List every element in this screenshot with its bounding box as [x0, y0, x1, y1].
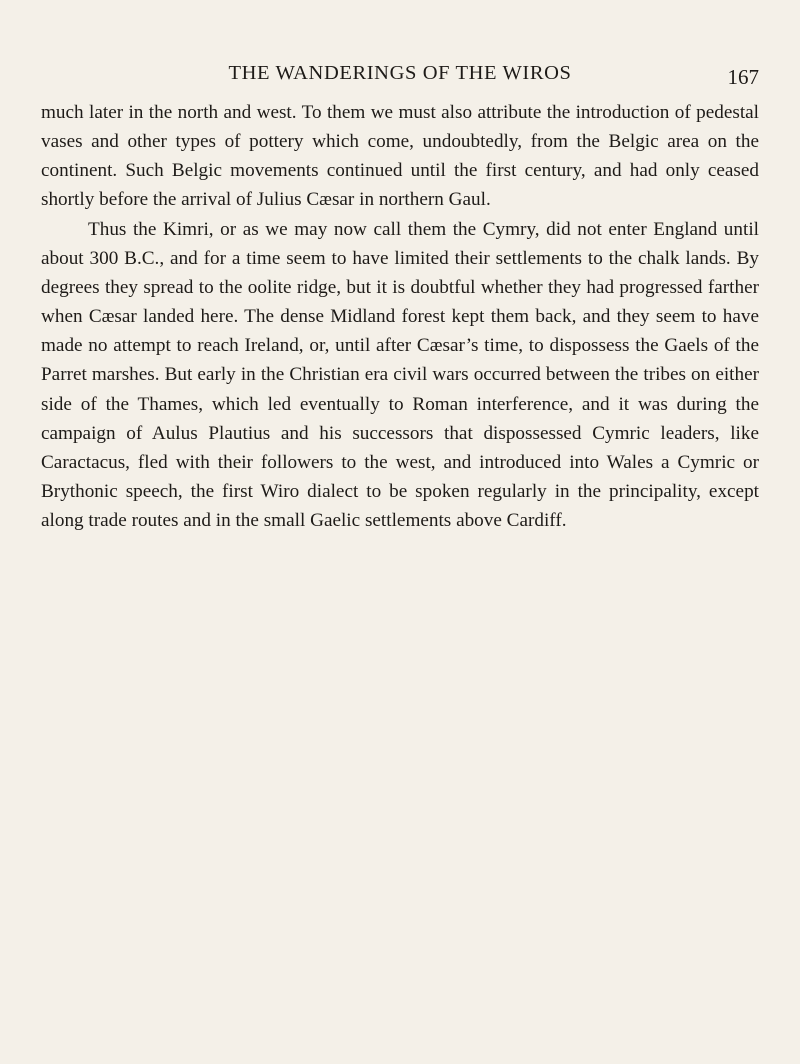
page-number: 167: [727, 65, 759, 89]
body-text: [41, 98, 759, 535]
running-head: [41, 62, 759, 92]
paragraph-continuation: much later in the north and west. To them we must also attribute the introduction of pedestal vases and other types of pottery which come, undoubtedly, from the Belgic area on the continent. Such Belgic movements continued until the first century, and had only ceased shortly before the arrival of Julius Cæsar in northern Gaul.: [41, 102, 759, 211]
paragraph-kimri-cymry: Thus the Kimri, or as we may now call them the Cymry, did not enter England until about 300 B.C., and for a time seem to have limited their settlements to the chalk lands. By degrees they spread to the oolite ridge, but it is doubtful whether they had progressed farther when Cæsar landed here. The dense Midland forest kept them back, and they seem to have made no attempt to reach Ireland, or, until after Cæsar’s time, to dispossess the Gaels of the Parret marshes. But early in the Christian era civil wars occurred between the tribes on either side of the Thames, which led eventually to Roman interference, and it was during the campaign of Aulus Plautius and his successors that dispossessed Cymric leaders, like Caractacus, fled with their followers to the west, and introduced into Wales a Cymric or Brythonic speech, the first Wiro dialect to be spoken regularly in the principality, except along trade routes and in the small Gaelic settlements above Cardiff.: [41, 218, 759, 532]
running-title: THE WANDERINGS OF THE WIROS: [228, 62, 572, 84]
